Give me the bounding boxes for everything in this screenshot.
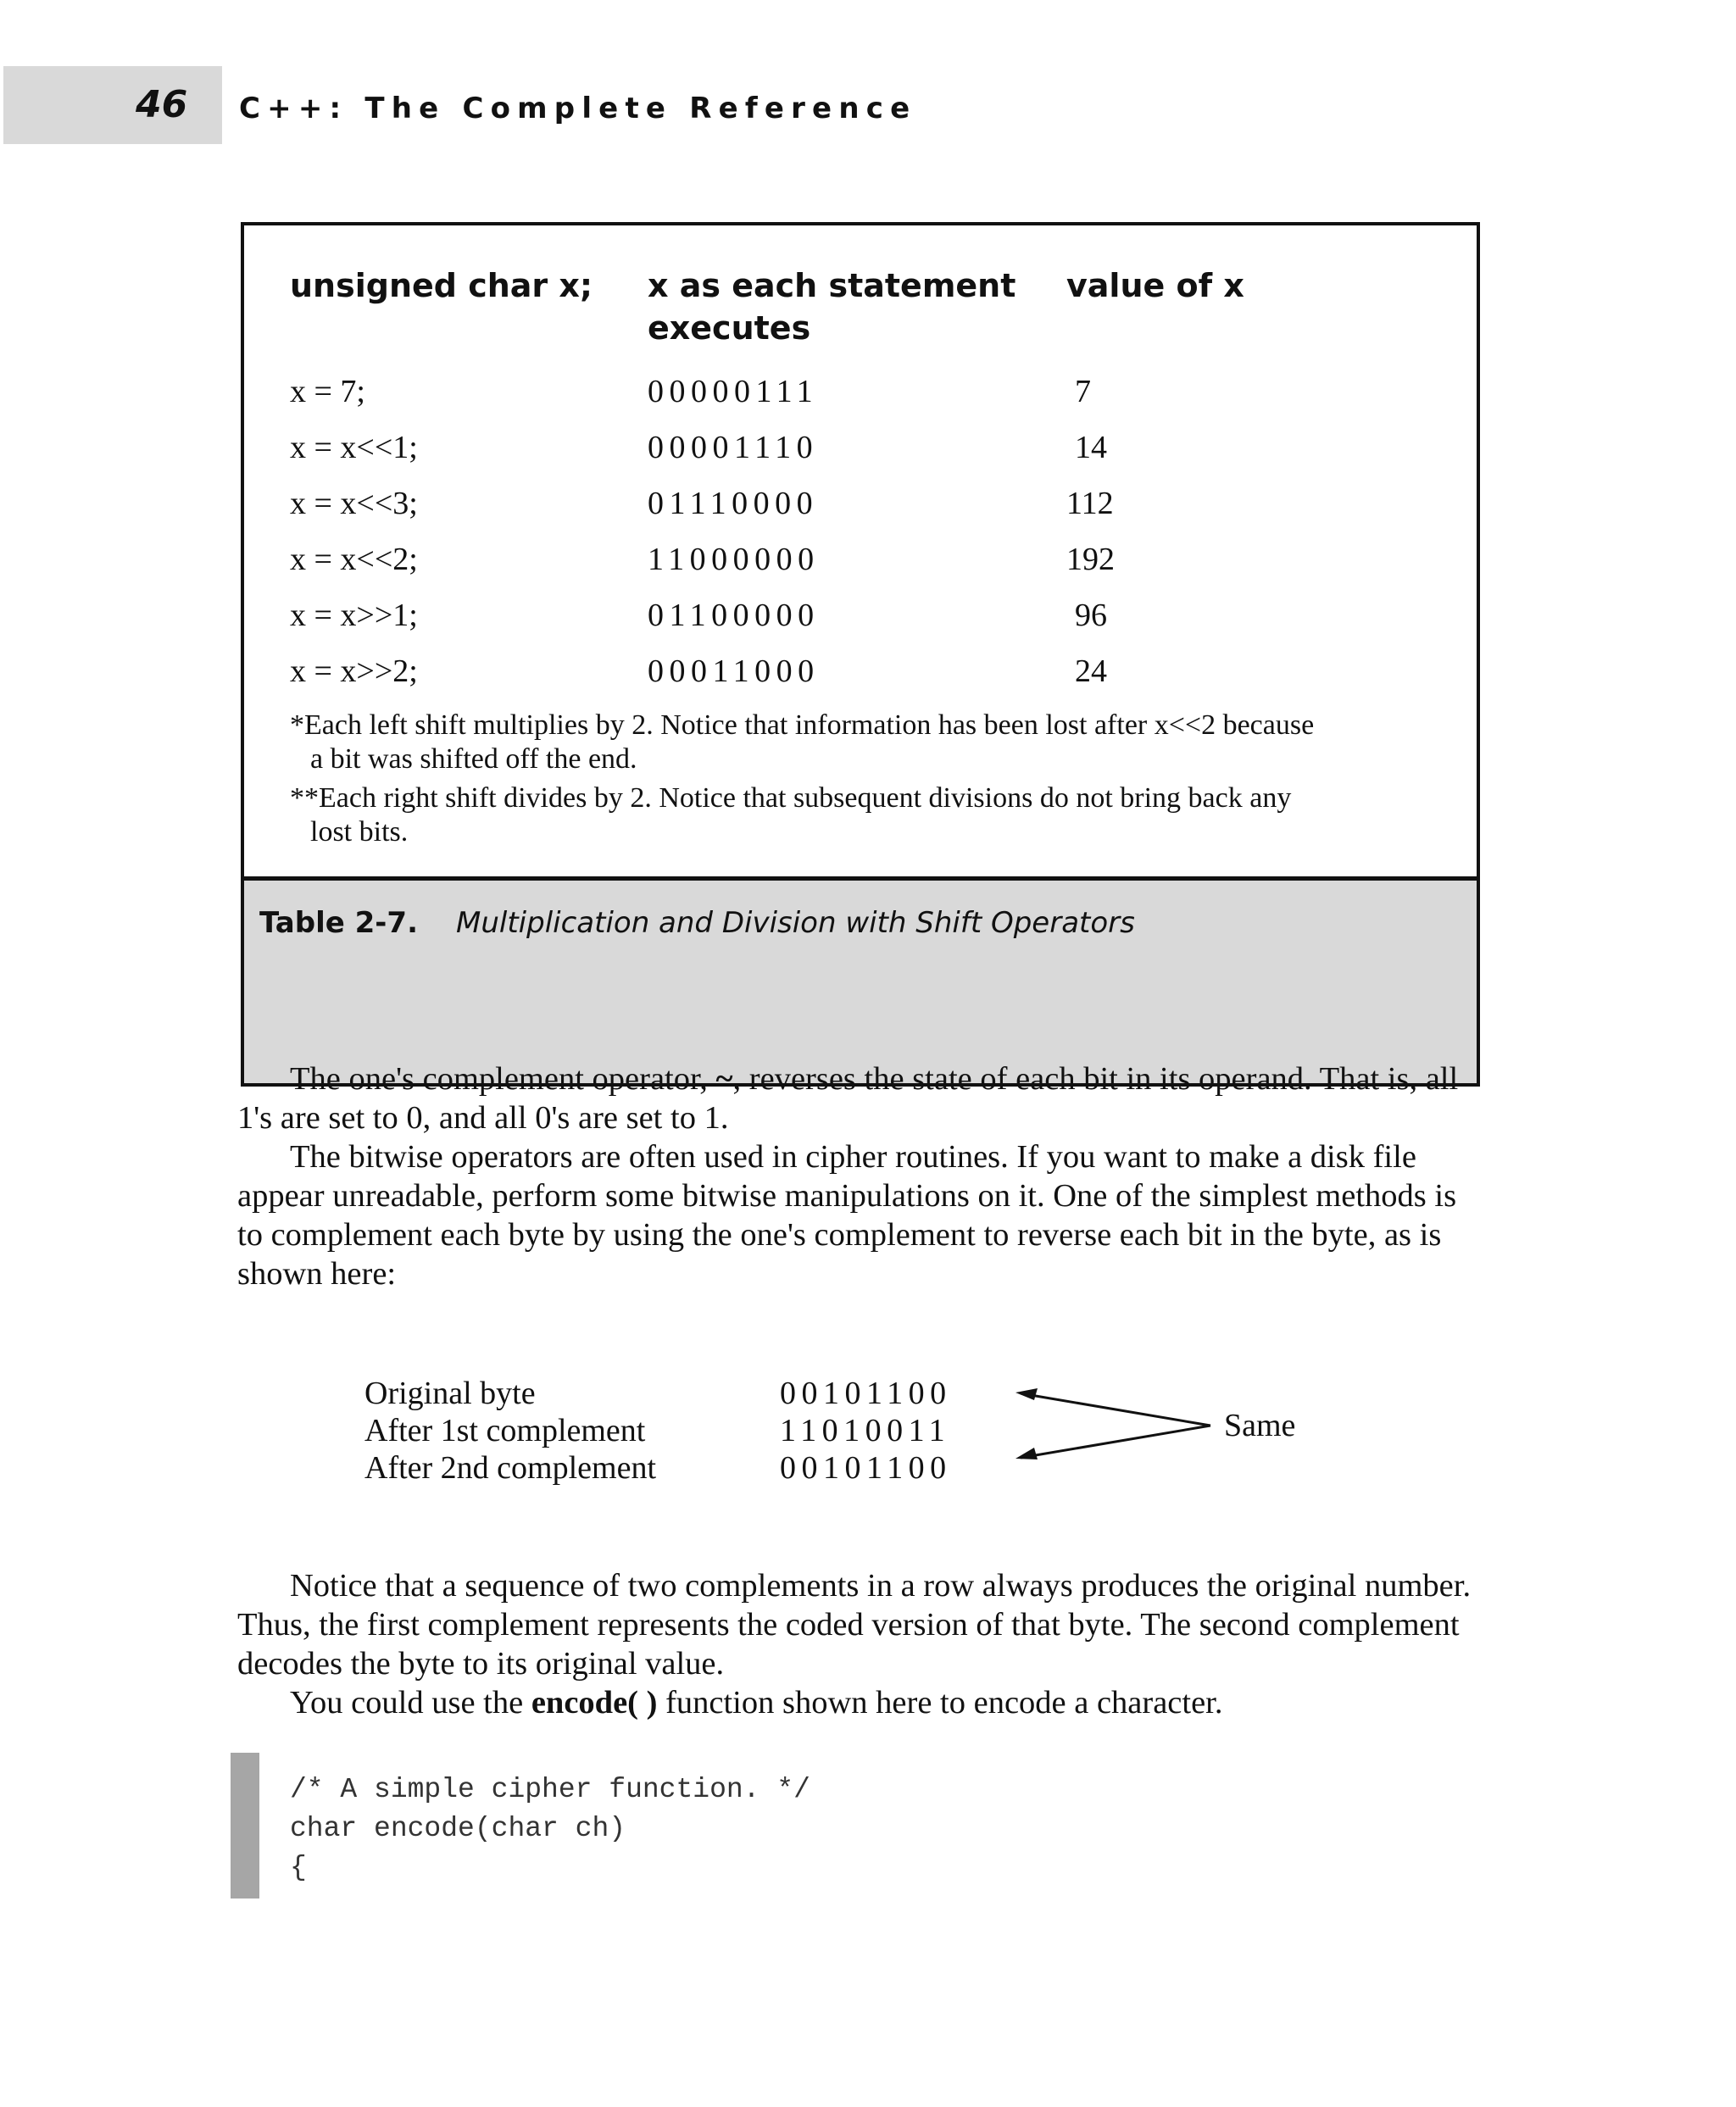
- footnote-right-shift: [290, 781, 1443, 849]
- page-number-box: [3, 66, 222, 144]
- table-header-statement: unsigned char x;: [290, 267, 593, 304]
- paragraph-encode-intro: [237, 1683, 1483, 1722]
- row-5-value: 96: [1075, 598, 1107, 633]
- running-head: C++: The Complete Reference: [239, 92, 917, 125]
- code-block-bar: [231, 1753, 259, 1899]
- paragraph-ones-complement: [237, 1059, 1483, 1137]
- table-header-value: value of x: [1066, 267, 1244, 304]
- row-1-bits: 00000111: [648, 374, 819, 409]
- row-6-bits: 00011000: [648, 653, 820, 689]
- encode-function-name: encode( ): [531, 1685, 658, 1721]
- row-3-bits: 01110000: [648, 486, 819, 521]
- table-body: [244, 225, 1477, 876]
- paragraph-two-complements: Notice that a sequence of two complements in a row always produces the original number. Thus, the first complement represents the coded version of that byte. The second complement decodes the byte to its original value.: [237, 1568, 1472, 1682]
- row-3-statement: x = x<<3;: [290, 486, 418, 521]
- row-5-bits: 01100000: [648, 598, 820, 633]
- code-line-2: char encode(char ch): [290, 1813, 626, 1844]
- row-6-statement: x = x>>2;: [290, 653, 418, 689]
- diagram-bits-original: 00101100: [780, 1376, 952, 1411]
- row-2-statement: x = x<<1;: [290, 430, 418, 465]
- same-arrows-graphic: [1009, 1365, 1229, 1475]
- row-3-value: 112: [1066, 486, 1114, 521]
- diagram-label-original: Original byte: [364, 1376, 536, 1411]
- code-line-1: /* A simple cipher function. */: [290, 1774, 810, 1805]
- table-header-bits-line1: x as each statement: [648, 267, 1016, 304]
- row-1-statement: x = 7;: [290, 374, 365, 409]
- row-4-bits: 11000000: [648, 542, 820, 577]
- p4-text-after: function shown here to encode a character.: [657, 1685, 1223, 1721]
- diagram-label-first: After 1st complement: [364, 1413, 646, 1448]
- footnote-right-shift-line1: **Each right shift divides by 2. Notice that subsequent divisions do not bring back any: [290, 782, 1292, 814]
- table-caption-bar: [244, 876, 1477, 1083]
- row-2-bits: 00001110: [648, 430, 819, 465]
- row-1-value: 7: [1075, 374, 1091, 409]
- p1-text-before: The one's complement operator,: [290, 1061, 716, 1097]
- row-6-value: 24: [1075, 653, 1107, 689]
- p4-text-before: You could use the: [290, 1685, 531, 1721]
- shift-operators-table: [241, 222, 1480, 1087]
- p1-text-after: , reverses the state of each bit in its operand. That is, all 1's are set to 0, and all 0's are set to 1.: [237, 1061, 1459, 1136]
- page-number: 46: [136, 83, 188, 126]
- table-header-bits-line2: executes: [648, 309, 811, 347]
- diagram-bits-first: 11010011: [780, 1413, 951, 1448]
- row-2-value: 14: [1075, 430, 1107, 465]
- row-4-value: 192: [1066, 542, 1115, 577]
- footnote-right-shift-line2: lost bits.: [310, 816, 409, 848]
- table-caption-label: Table 2-7.: [259, 906, 418, 940]
- code-line-3: {: [290, 1852, 307, 1883]
- footnote-left-shift-line1: *Each left shift multiplies by 2. Notice that information has been lost after x<<2 because: [290, 709, 1315, 741]
- diagram-bits-second: 00101100: [780, 1450, 952, 1486]
- row-5-statement: x = x>>1;: [290, 598, 418, 633]
- paragraph-cipher-routines: The bitwise operators are often used in cipher routines. If you want to make a disk file appear unreadable, perform some bitwise manipulations on it. One of the simplest methods is to complement each byte by using the one's complement to reverse each bit in the byte, as is shown here:: [237, 1139, 1457, 1292]
- diagram-label-second: After 2nd complement: [364, 1450, 657, 1486]
- diagram-same-label: Same: [1224, 1408, 1296, 1443]
- row-4-statement: x = x<<2;: [290, 542, 418, 577]
- footnote-left-shift: [290, 709, 1443, 776]
- tilde-operator: ~: [715, 1061, 733, 1097]
- footnote-left-shift-line2: a bit was shifted off the end.: [310, 743, 637, 775]
- table-caption-title: Multiplication and Division with Shift Operators: [456, 906, 1135, 940]
